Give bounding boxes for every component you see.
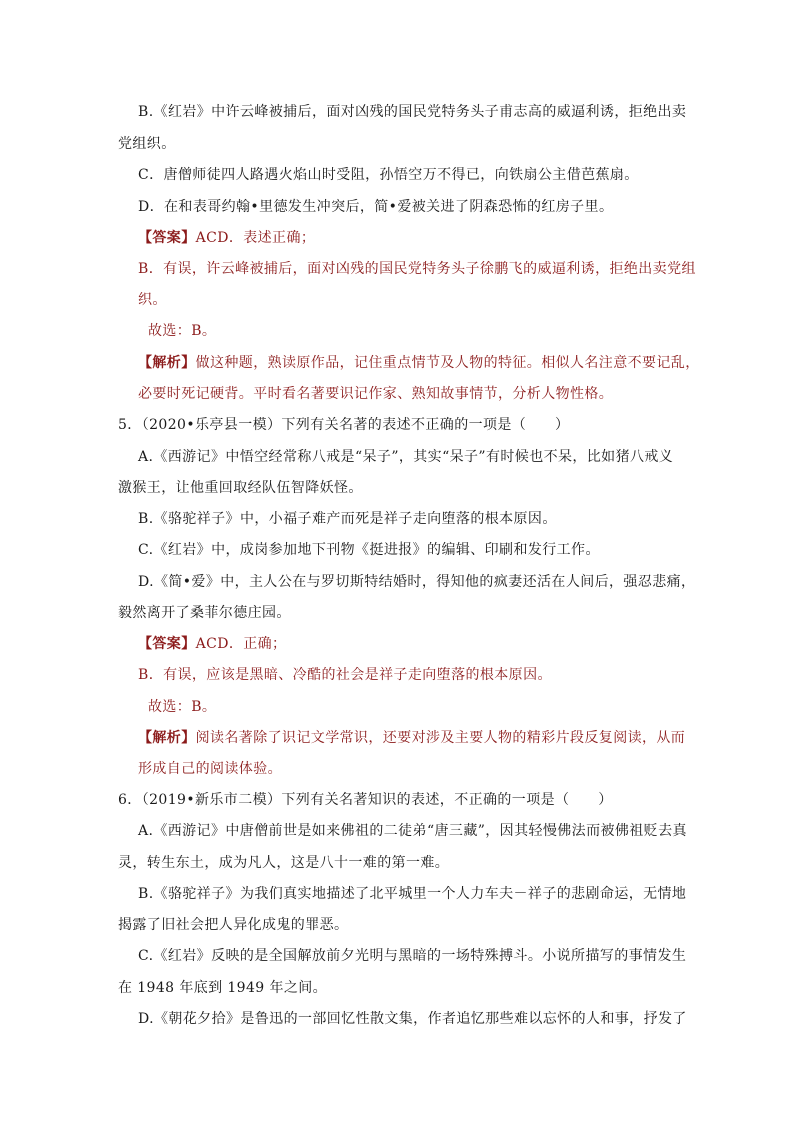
q5-option-c: C.《红岩》中，成岗参加地下刊物《挺进报》的编辑、印刷和发行工作。 — [138, 542, 600, 558]
answer-text-2: ACD．正确； — [195, 636, 287, 652]
analysis-label-2: 【解析】 — [138, 730, 196, 746]
analysis-block-2 — [138, 729, 685, 747]
q5-option-d-line-1: D.《简•爱》中，主人公在与罗切斯特结婚时，得知他的疯妻还活在人间后，强忍悲痛， — [138, 574, 696, 590]
q6-option-a-line-1: A.《西游记》中唐僧前世是如来佛祖的二徒弟“唐三藏”，因其轻慢佛法而被佛祖贬去真 — [138, 823, 687, 839]
q6-option-c-line-2: 在 1948 年底到 1949 年之间。 — [118, 980, 328, 996]
option-b-line-1: B.《红岩》中许云峰被捕后，面对凶残的国民党特务头子甫志高的威逼利诱，拒绝出卖 — [138, 104, 687, 120]
q6-option-d-line-1: D.《朝花夕拾》是鲁迅的一部回忆性散文集，作者追忆那些难以忘怀的人和事，抒发了 — [138, 1011, 687, 1027]
analysis-text-2-line-2: 形成自己的阅读体验。 — [138, 761, 282, 777]
answer-explain-line-1: B．有误，许云峰被捕后，面对凶残的国民党特务头子徐鹏飞的威逼利诱，拒绝出卖党组 — [138, 261, 696, 277]
q6-option-c-line-1: C.《红岩》反映的是全国解放前夕光明与黑暗的一场特殊搏斗。小说所描写的事情发生 — [138, 948, 687, 964]
q6-option-b-line-1: B.《骆驼祥子》为我们真实地描述了北平城里一个人力车夫－祥子的悲剧命运，无情地 — [138, 886, 687, 902]
option-b-line-2: 党组织。 — [118, 136, 176, 152]
q5-option-a-line-1: A.《西游记》中悟空经常称八戒是“呆子”，其实“呆子”有时候也不呆，比如猪八戒义 — [138, 449, 674, 465]
answer-explain-2: B．有误，应该是黑暗、冷酷的社会是祥子走向堕落的根本原因。 — [138, 667, 552, 683]
answer-text: ACD．表述正确； — [195, 230, 316, 246]
answer-label-2: 【答案】 — [138, 636, 196, 652]
answer-block-1 — [138, 229, 315, 247]
analysis-block-1 — [138, 354, 700, 372]
q5-option-d-line-2: 毅然离开了桑菲尔德庄园。 — [118, 605, 291, 621]
answer-block-2 — [138, 635, 286, 653]
q5-option-b: B.《骆驼祥子》中，小福子难产而死是祥子走向堕落的根本原因。 — [138, 511, 557, 527]
q5-option-a-line-2: 激猴王，让他重回取经队伍智降妖怪。 — [118, 480, 363, 496]
analysis-text: 做这种题，熟读原作品，记住重点情节及人物的特征。相似人名注意不要记乱， — [195, 355, 700, 371]
question-5-title: 5．（2020•乐亭县一模）下列有关名著的表述不正确的一项是（ ） — [118, 417, 570, 433]
choice-result-2: 故选：B。 — [148, 699, 217, 715]
analysis-text-2: 阅读名著除了识记文学常识，还要对涉及主要人物的精彩片段反复阅读，从而 — [195, 730, 686, 746]
answer-label: 【答案】 — [138, 230, 196, 246]
q6-option-b-line-2: 揭露了旧社会把人异化成鬼的罪恶。 — [118, 917, 349, 933]
option-d: D．在和表哥约翰•里德发生冲突后，简•爱被关进了阴森恐怖的红房子里。 — [138, 199, 614, 215]
analysis-text-line-2: 必要时死记硬背。平时看名著要识记作家、熟知故事情节，分析人物性格。 — [138, 386, 614, 402]
option-c: C．唐僧师徒四人路遇火焰山时受阻，孙悟空万不得已，向铁扇公主借芭蕉扇。 — [138, 167, 639, 183]
q6-option-a-line-2: 灵，转生东土，成为凡人，这是八十一难的第一难。 — [118, 855, 450, 871]
answer-explain-line-2: 织。 — [138, 292, 167, 308]
question-6-title: 6．（2019•新乐市二模）下列有关名著知识的表述，不正确的一项是（ ） — [118, 792, 613, 808]
analysis-label: 【解析】 — [138, 355, 196, 371]
choice-result: 故选：B。 — [148, 323, 217, 339]
